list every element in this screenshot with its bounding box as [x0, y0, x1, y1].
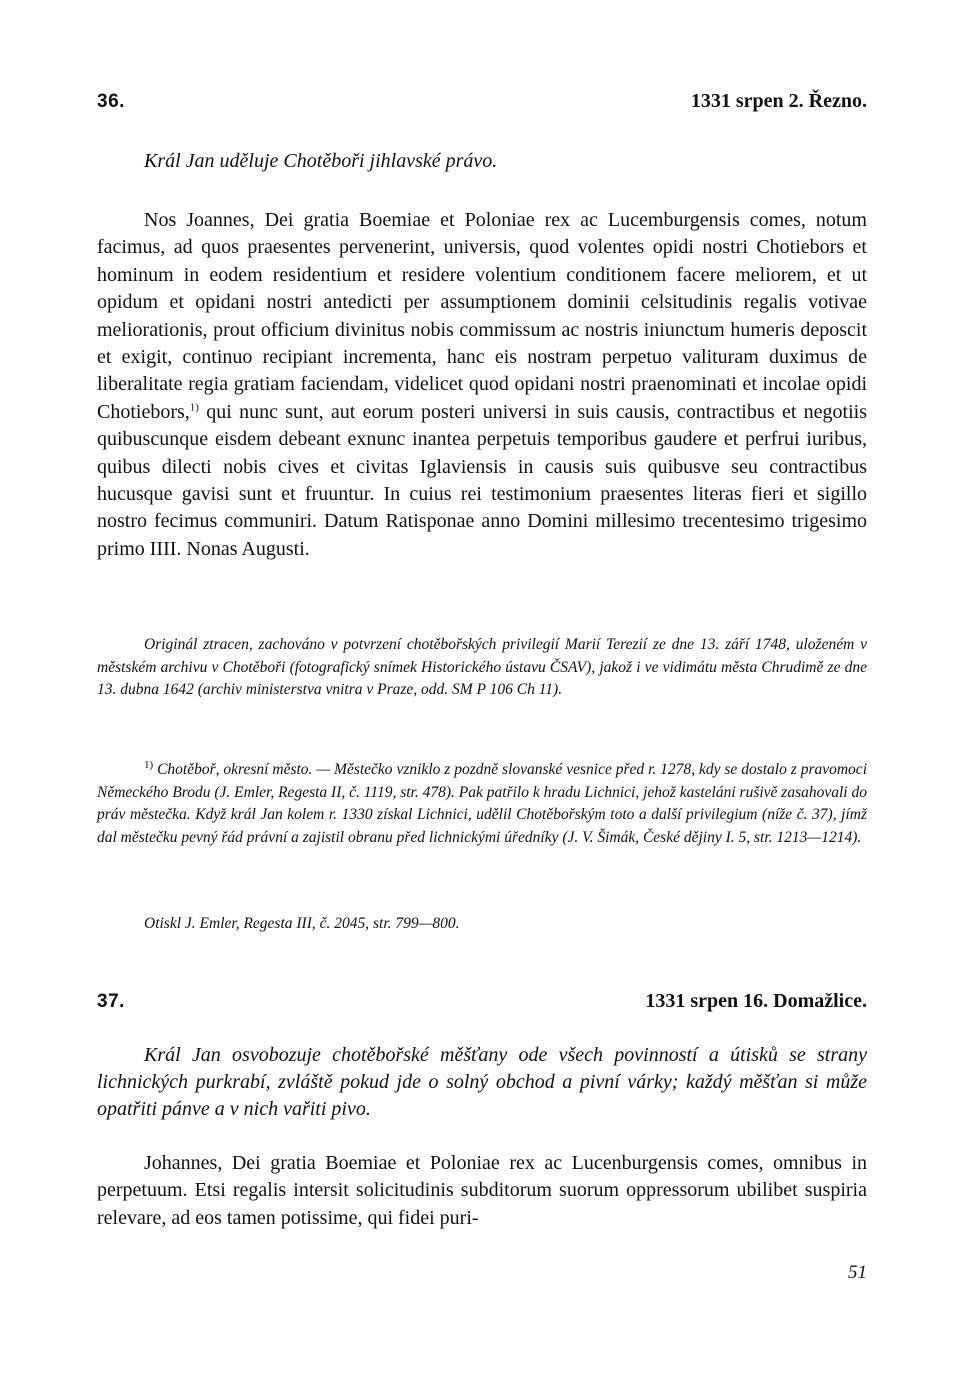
document-36-number: 36.: [97, 91, 125, 112]
document-36-header: [97, 90, 867, 113]
page-number: 51: [848, 1262, 867, 1283]
document-36-tradition-note: Originál ztracen, zachováno v potvrzení chotěbořských privilegií Marií Terezií ze dne 13. září 1748, uloženém v městském archivu v Chotěboři (fotografický snímek Historického ústavu ČSAV), jakož i ve vidimátu města Chrudimě ze dne 13. dubna 1642 (archiv ministerstva vnitra v Praze, odd. SM P 106 Ch 11).: [97, 636, 867, 699]
document-37-regest: Král Jan osvobozuje chotěbořské měšťany ode všech povinností a útisků se strany lichnických purkrabí, zvláště pokud jde o solný obchod a pivní várky; každý měšťan si může opatřiti pánve a v nich vařiti pivo.: [97, 1044, 867, 1120]
footnote-reference-1: 1): [189, 401, 199, 414]
document-37-date-place: 1331 srpen 16. Domažlice.: [645, 990, 867, 1012]
document-36-regest: Král Jan uděluje Chotěboři jihlavské právo.: [144, 150, 498, 172]
document-37-header: [97, 990, 867, 1013]
footnote-marker-1: 1): [144, 758, 154, 771]
document-36-date-place: 1331 srpen 2. Řezno.: [690, 90, 867, 112]
document-36-footnote: [97, 759, 867, 849]
document-page: [97, 0, 867, 1380]
document-36-body: [97, 207, 867, 563]
document-36-body-part-1: Nos Joannes, Dei gratia Boemiae et Poloniae rex ac Lucemburgensis comes, notum facimus, ad quos praesentes pervenerint, universis, quod volentes opidi nostri Chotiebors et hominum in eodem residentium et residere volentium conditionem facere meliorem, et ut opidum et opidani nostri antedicti per assumptionem dominii celsitudinis regalis votivae meliorationis, prout officium divinitus nobis commissum ac nostris iniunctum humeris deposcit et exigit, continuo recipiant incrementa, hanc eis nostram perpetuo valituram duximus de liberalitate regia gratiam faciendam, videlicet quod opidani nostri praenominati et incolae opidi Chotiebors,: [97, 209, 867, 423]
footnote-text-1: Chotěboř, okresní město. — Městečko vzniklo z pozdně slovanské vesnice před r. 1278, kdy se dostalo z pravomoci Německého Brodu (J. Emler, Regesta II, č. 1119, str. 478). Pak patřilo k hradu Lichnici, jehož kasteláni rušivě zasahovali do práv městečka. Když král Jan kolem r. 1330 získal Lichnici, udělil Chotěbořským toto a další privilegium (níže č. 37), jímž dal městečku pevný řád právní a zajistil obranu před lichnickými úředníky (J. V. Šimák, České dějiny I. 5, str. 1213—1214).: [97, 761, 867, 846]
document-37-body: Johannes, Dei gratia Boemiae et Poloniae rex ac Lucenburgensis comes, omnibus in perpetuum. Etsi regalis intersit solicitudinis subditorum suorum oppressorum ubilibet suspiria relevare, ad eos tamen potissime, qui fidei puri-: [97, 1152, 867, 1229]
document-37-number: 37.: [97, 991, 125, 1012]
document-36-body-part-2: qui nunc sunt, aut eorum posteri universi in suis causis, contractibus et negotiis quibuscunque eisdem debeant exnunc inantea perpetuis temporibus gaudere et perfrui iuribus, quibus dilecti nobis cives et civitas Iglaviensis in causis suis quibusve seu contractibus hucusque gavisi sunt et fruuntur. In cuius rei testimonium praesentes literas fieri et sigillo nostro fecimus communiri. Datum Ratisponae anno Domini millesimo trecentesimo trigesimo primo IIII. Nonas Augusti.: [97, 400, 867, 560]
document-36-edition-note: Otiskl J. Emler, Regesta III, č. 2045, str. 799—800.: [144, 915, 460, 932]
